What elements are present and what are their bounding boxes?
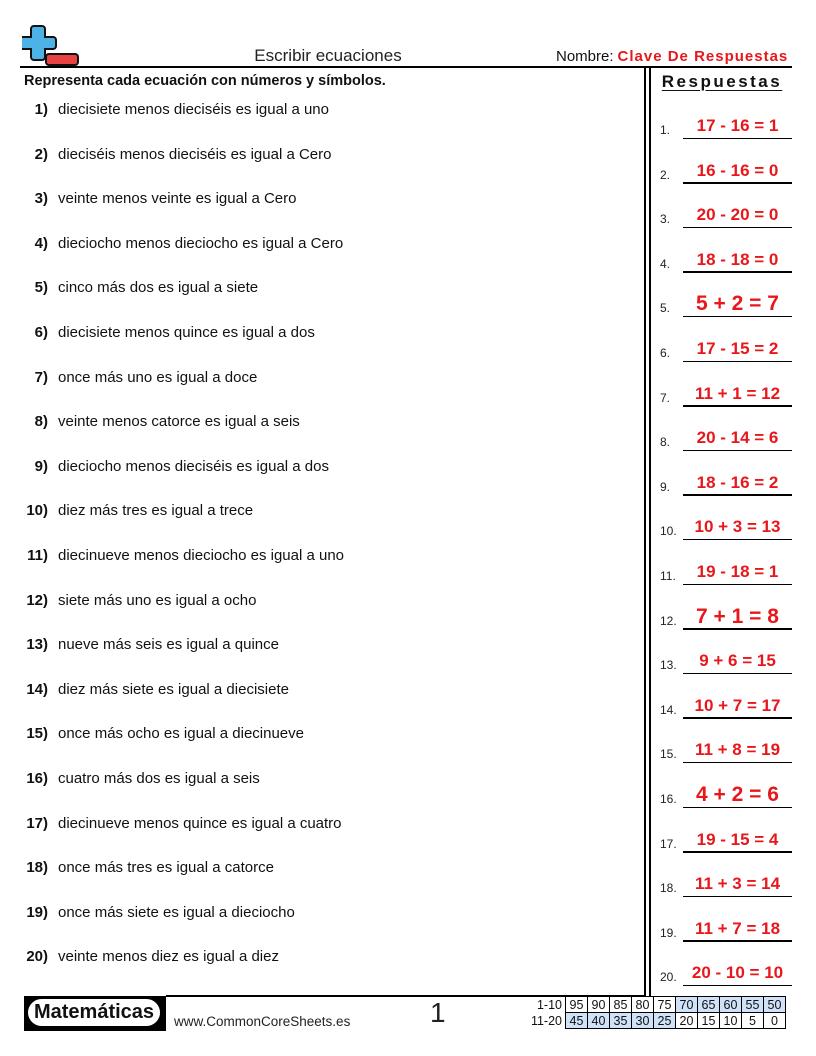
score-cell: 80 <box>632 997 654 1013</box>
brand-label: Matemáticas <box>28 999 160 1026</box>
answer-value: 16 - 16 = 0 <box>696 160 779 180</box>
question-number: 3) <box>34 190 48 208</box>
answer-item <box>658 332 794 362</box>
question-number: 2) <box>34 145 48 163</box>
answer-value: 18 - 18 = 0 <box>696 249 779 269</box>
question-number: 6) <box>34 324 48 341</box>
question-item <box>0 324 600 341</box>
answer-value: 20 - 14 = 6 <box>696 428 779 448</box>
question-number: 18) <box>26 859 48 877</box>
answer-item <box>658 109 794 139</box>
brand-badge <box>24 996 166 1031</box>
answer-number: 16. <box>660 792 677 806</box>
score-row <box>520 997 786 1013</box>
score-cell: 95 <box>566 997 588 1013</box>
answer-item <box>658 867 794 897</box>
question-number: 7) <box>34 368 48 386</box>
question-text: dieciocho menos dieciocho es igual a Cero <box>58 234 344 252</box>
answer-line <box>683 940 792 942</box>
answer-line <box>683 584 792 586</box>
question-text: dieciocho menos dieciséis es igual a dos <box>58 457 329 475</box>
answer-line <box>683 405 792 407</box>
question-number: 8) <box>34 413 48 431</box>
question-text: once más ocho es igual a diecinueve <box>58 725 304 743</box>
question-text: cuatro más dos es igual a seis <box>58 770 260 787</box>
answer-line <box>683 182 792 184</box>
question-item <box>0 547 600 564</box>
answer-item <box>658 555 794 585</box>
name-field <box>556 48 788 65</box>
answer-item <box>658 956 794 986</box>
question-number: 14) <box>26 680 48 698</box>
score-cell: 10 <box>720 1013 742 1029</box>
question-item <box>0 725 600 742</box>
question-number: 12) <box>26 591 48 609</box>
question-text: diecinueve menos quince es igual a cuatro <box>58 814 342 832</box>
question-number: 5) <box>34 279 48 297</box>
question-item <box>0 235 600 252</box>
page-number: 1 <box>430 997 446 1028</box>
answer-number: 20. <box>660 970 677 985</box>
answer-number: 3. <box>660 212 671 227</box>
answer-item <box>658 733 794 763</box>
answer-value: 9 + 6 = 15 <box>699 651 776 671</box>
answer-number: 18. <box>660 881 677 896</box>
answer-item <box>658 778 794 808</box>
answer-number: 2. <box>660 167 671 182</box>
question-number: 4) <box>34 234 48 252</box>
answer-item <box>658 689 794 719</box>
question-text: dieciséis menos dieciséis es igual a Cero <box>58 145 332 163</box>
answer-number: 11. <box>660 569 676 583</box>
question-item <box>0 369 600 386</box>
score-cell: 15 <box>698 1013 720 1029</box>
answer-line <box>683 628 792 630</box>
answer-value: 17 - 16 = 1 <box>696 116 779 135</box>
score-cell: 50 <box>764 997 786 1013</box>
question-text: cinco más dos es igual a siete <box>58 279 259 297</box>
score-cell: 40 <box>588 1013 610 1029</box>
question-item <box>0 413 600 430</box>
question-number: 11) <box>27 547 48 564</box>
score-cell: 45 <box>566 1013 588 1029</box>
answer-number: 17. <box>660 836 677 851</box>
question-item <box>0 904 600 921</box>
question-text: veinte menos catorce es igual a seis <box>58 413 300 431</box>
question-text: diecisiete menos quince es igual a dos <box>58 324 315 341</box>
score-cell: 70 <box>676 997 698 1013</box>
score-row-label: 11-20 <box>530 1013 562 1028</box>
score-table <box>520 996 786 1029</box>
answer-value: 11 + 7 = 18 <box>694 918 781 938</box>
score-cell: 30 <box>632 1013 654 1029</box>
answer-number: 7. <box>660 390 671 405</box>
answer-value: 20 - 10 = 10 <box>691 963 784 983</box>
name-value: Clave De Respuestas <box>617 48 789 65</box>
score-cell: 0 <box>764 1013 786 1029</box>
name-label: Nombre: <box>556 48 614 65</box>
question-item <box>0 636 600 653</box>
score-cell: 5 <box>742 1013 764 1029</box>
column-divider <box>644 68 646 996</box>
question-item <box>0 502 600 519</box>
answer-item <box>658 198 794 228</box>
question-text: diez más siete es igual a diecisiete <box>58 680 289 698</box>
score-cell: 60 <box>720 997 742 1013</box>
answer-number: 12. <box>660 613 677 628</box>
answer-line <box>683 450 792 452</box>
answer-item <box>658 912 794 942</box>
answer-value: 20 - 20 = 0 <box>696 205 779 225</box>
question-number: 20) <box>26 948 48 966</box>
answer-line <box>683 807 792 809</box>
answer-value: 10 + 3 = 13 <box>694 517 781 537</box>
question-text: diecinueve menos dieciocho es igual a uno <box>58 547 345 564</box>
site-url: www.CommonCoreSheets.es <box>174 1014 351 1029</box>
question-text: siete más uno es igual a ocho <box>58 591 257 609</box>
answer-number: 9. <box>660 479 671 494</box>
question-text: once más tres es igual a catorce <box>58 859 274 877</box>
answer-line <box>683 539 792 541</box>
score-row-label: 1-10 <box>536 997 562 1012</box>
question-item <box>0 279 600 296</box>
answer-value: 17 - 15 = 2 <box>696 339 779 358</box>
question-item <box>0 146 600 163</box>
answers-heading: Respuestas <box>661 72 783 91</box>
answer-line <box>683 271 792 273</box>
answer-item <box>658 287 794 317</box>
answer-item <box>658 377 794 407</box>
answer-line <box>683 896 792 898</box>
question-number: 9) <box>34 457 48 475</box>
question-item <box>0 859 600 876</box>
score-cell: 35 <box>610 1013 632 1029</box>
question-item <box>0 770 600 787</box>
question-text: veinte menos diez es igual a diez <box>58 948 279 966</box>
question-text: nueve más seis es igual a quince <box>58 636 279 654</box>
answer-number: 5. <box>660 301 671 316</box>
question-number: 1) <box>34 101 48 118</box>
answer-value: 11 + 8 = 19 <box>694 740 781 760</box>
answer-value: 11 + 3 = 14 <box>694 874 781 894</box>
answer-line <box>683 985 792 987</box>
answer-line <box>683 673 792 675</box>
question-item <box>0 681 600 698</box>
answer-number: 4. <box>660 256 671 271</box>
question-text: once más uno es igual a doce <box>58 368 258 386</box>
answer-number: 1. <box>660 123 671 137</box>
question-item <box>0 458 600 475</box>
header-divider <box>20 66 792 68</box>
question-text: diecisiete menos dieciséis es igual a uno <box>58 101 329 118</box>
instructions: Representa cada ecuación con números y símbolos. <box>24 73 386 89</box>
question-text: diez más tres es igual a trece <box>58 502 254 520</box>
column-divider <box>649 68 651 996</box>
answer-item <box>658 466 794 496</box>
question-item <box>0 592 600 609</box>
answer-line <box>683 361 792 363</box>
answer-value: 11 + 1 = 12 <box>694 383 781 403</box>
answer-number: 19. <box>660 925 677 940</box>
answer-item <box>658 421 794 451</box>
question-number: 15) <box>26 725 48 743</box>
worksheet-title: Escribir ecuaciones <box>254 46 402 65</box>
answer-number: 15. <box>660 747 677 762</box>
question-number: 13) <box>26 636 48 654</box>
score-cell: 75 <box>654 997 676 1013</box>
answer-number: 10. <box>660 524 677 539</box>
score-cell: 20 <box>676 1013 698 1029</box>
answer-value: 18 - 16 = 2 <box>696 472 779 492</box>
answer-line <box>683 494 792 496</box>
plus-minus-logo-icon <box>22 24 80 68</box>
score-cell: 65 <box>698 997 720 1013</box>
answer-value: 19 - 18 = 1 <box>696 562 779 581</box>
answer-line <box>683 717 792 719</box>
question-number: 17) <box>26 814 48 832</box>
answer-number: 6. <box>660 346 671 360</box>
answer-item <box>658 154 794 184</box>
answer-value: 4 + 2 = 6 <box>696 783 779 806</box>
answer-value: 19 - 15 = 4 <box>696 829 779 849</box>
answer-item <box>658 823 794 853</box>
score-cell: 85 <box>610 997 632 1013</box>
question-item <box>0 101 600 118</box>
score-cell: 25 <box>654 1013 676 1029</box>
answer-line <box>683 316 792 318</box>
score-cell: 55 <box>742 997 764 1013</box>
answer-number: 13. <box>660 658 677 673</box>
answer-value: 10 + 7 = 17 <box>694 695 781 715</box>
score-cell: 90 <box>588 997 610 1013</box>
answer-number: 8. <box>660 435 671 450</box>
question-item <box>0 190 600 207</box>
answer-item <box>658 600 794 630</box>
answer-line <box>683 762 792 764</box>
answer-number: 14. <box>660 702 677 717</box>
answer-item <box>658 644 794 674</box>
answer-line <box>683 851 792 853</box>
question-text: once más siete es igual a dieciocho <box>58 903 295 921</box>
answer-value: 5 + 2 = 7 <box>696 292 779 316</box>
score-row <box>520 1013 786 1029</box>
answer-line <box>683 138 792 140</box>
question-item <box>0 948 600 965</box>
question-number: 19) <box>26 903 48 921</box>
answer-item <box>658 243 794 273</box>
answer-item <box>658 510 794 540</box>
answer-line <box>683 227 792 229</box>
answer-value: 7 + 1 = 8 <box>696 604 779 628</box>
question-number: 16) <box>26 770 48 787</box>
question-item <box>0 815 600 832</box>
question-text: veinte menos veinte es igual a Cero <box>58 190 297 208</box>
question-number: 10) <box>26 502 48 520</box>
